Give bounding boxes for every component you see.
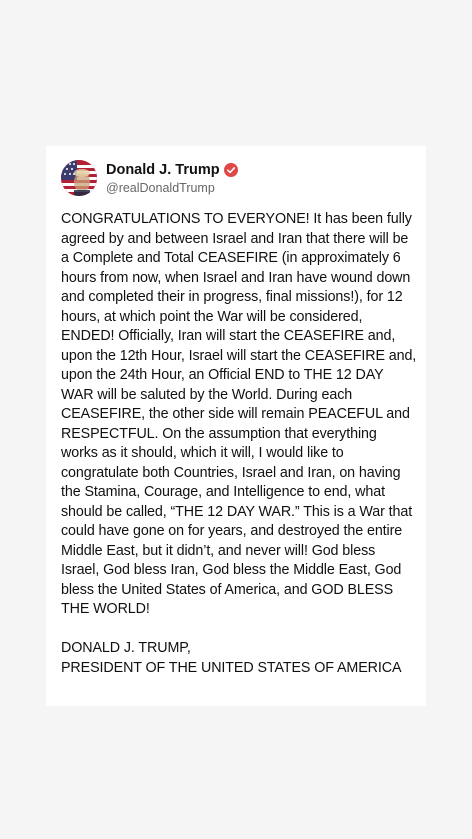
author-handle[interactable]: @realDonaldTrump — [106, 180, 215, 195]
avatar[interactable] — [61, 160, 97, 196]
post-text: CONGRATULATIONS TO EVERYONE! It has been fully agreed by and between Israel and Iran that there will be a Complete and Total CEASEFIRE (in approximately 6 hours from now, when Israel and Iran have wound down and completed their in progress, final missions!), for 12 hours, at which point the War will be considered, ENDED! Officially, Iran will start the CEASEFIRE and, upon the 12th Hour, Israel will start the CEASEFIRE and, upon the 24th Hour, an Official END to THE 12 DAY WAR will be saluted by the World. During each CEASEFIRE, the other side will remain PEACEFUL and RESPECTFUL. On the assumption that everything works as it should, which it will, I would like to congratulate both Countries, Israel and Iran, on having the Stamina, Courage, and Intelligence to end, what should be called, “THE 12 DAY WAR.” This is a War that could have gone on for years, and destroyed the entire Middle East, but it didn’t, and never will! God bless Israel, God bless Iran, God bless the Middle East, God bless the United States of America, and GOD BLESS THE WORLD! — [61, 211, 417, 617]
post-body — [61, 210, 417, 678]
post-header — [61, 158, 238, 198]
verified-badge-icon — [224, 163, 238, 177]
author-identity — [106, 161, 238, 196]
signature-title: PRESIDENT OF THE UNITED STATES OF AMERICA — [61, 659, 402, 676]
signature-name: DONALD J. TRUMP, — [61, 640, 191, 656]
post-card — [46, 146, 426, 706]
author-name[interactable]: Donald J. Trump — [106, 161, 220, 178]
profile-photo-flag-avatar — [61, 160, 97, 196]
author-name-row — [106, 161, 238, 179]
